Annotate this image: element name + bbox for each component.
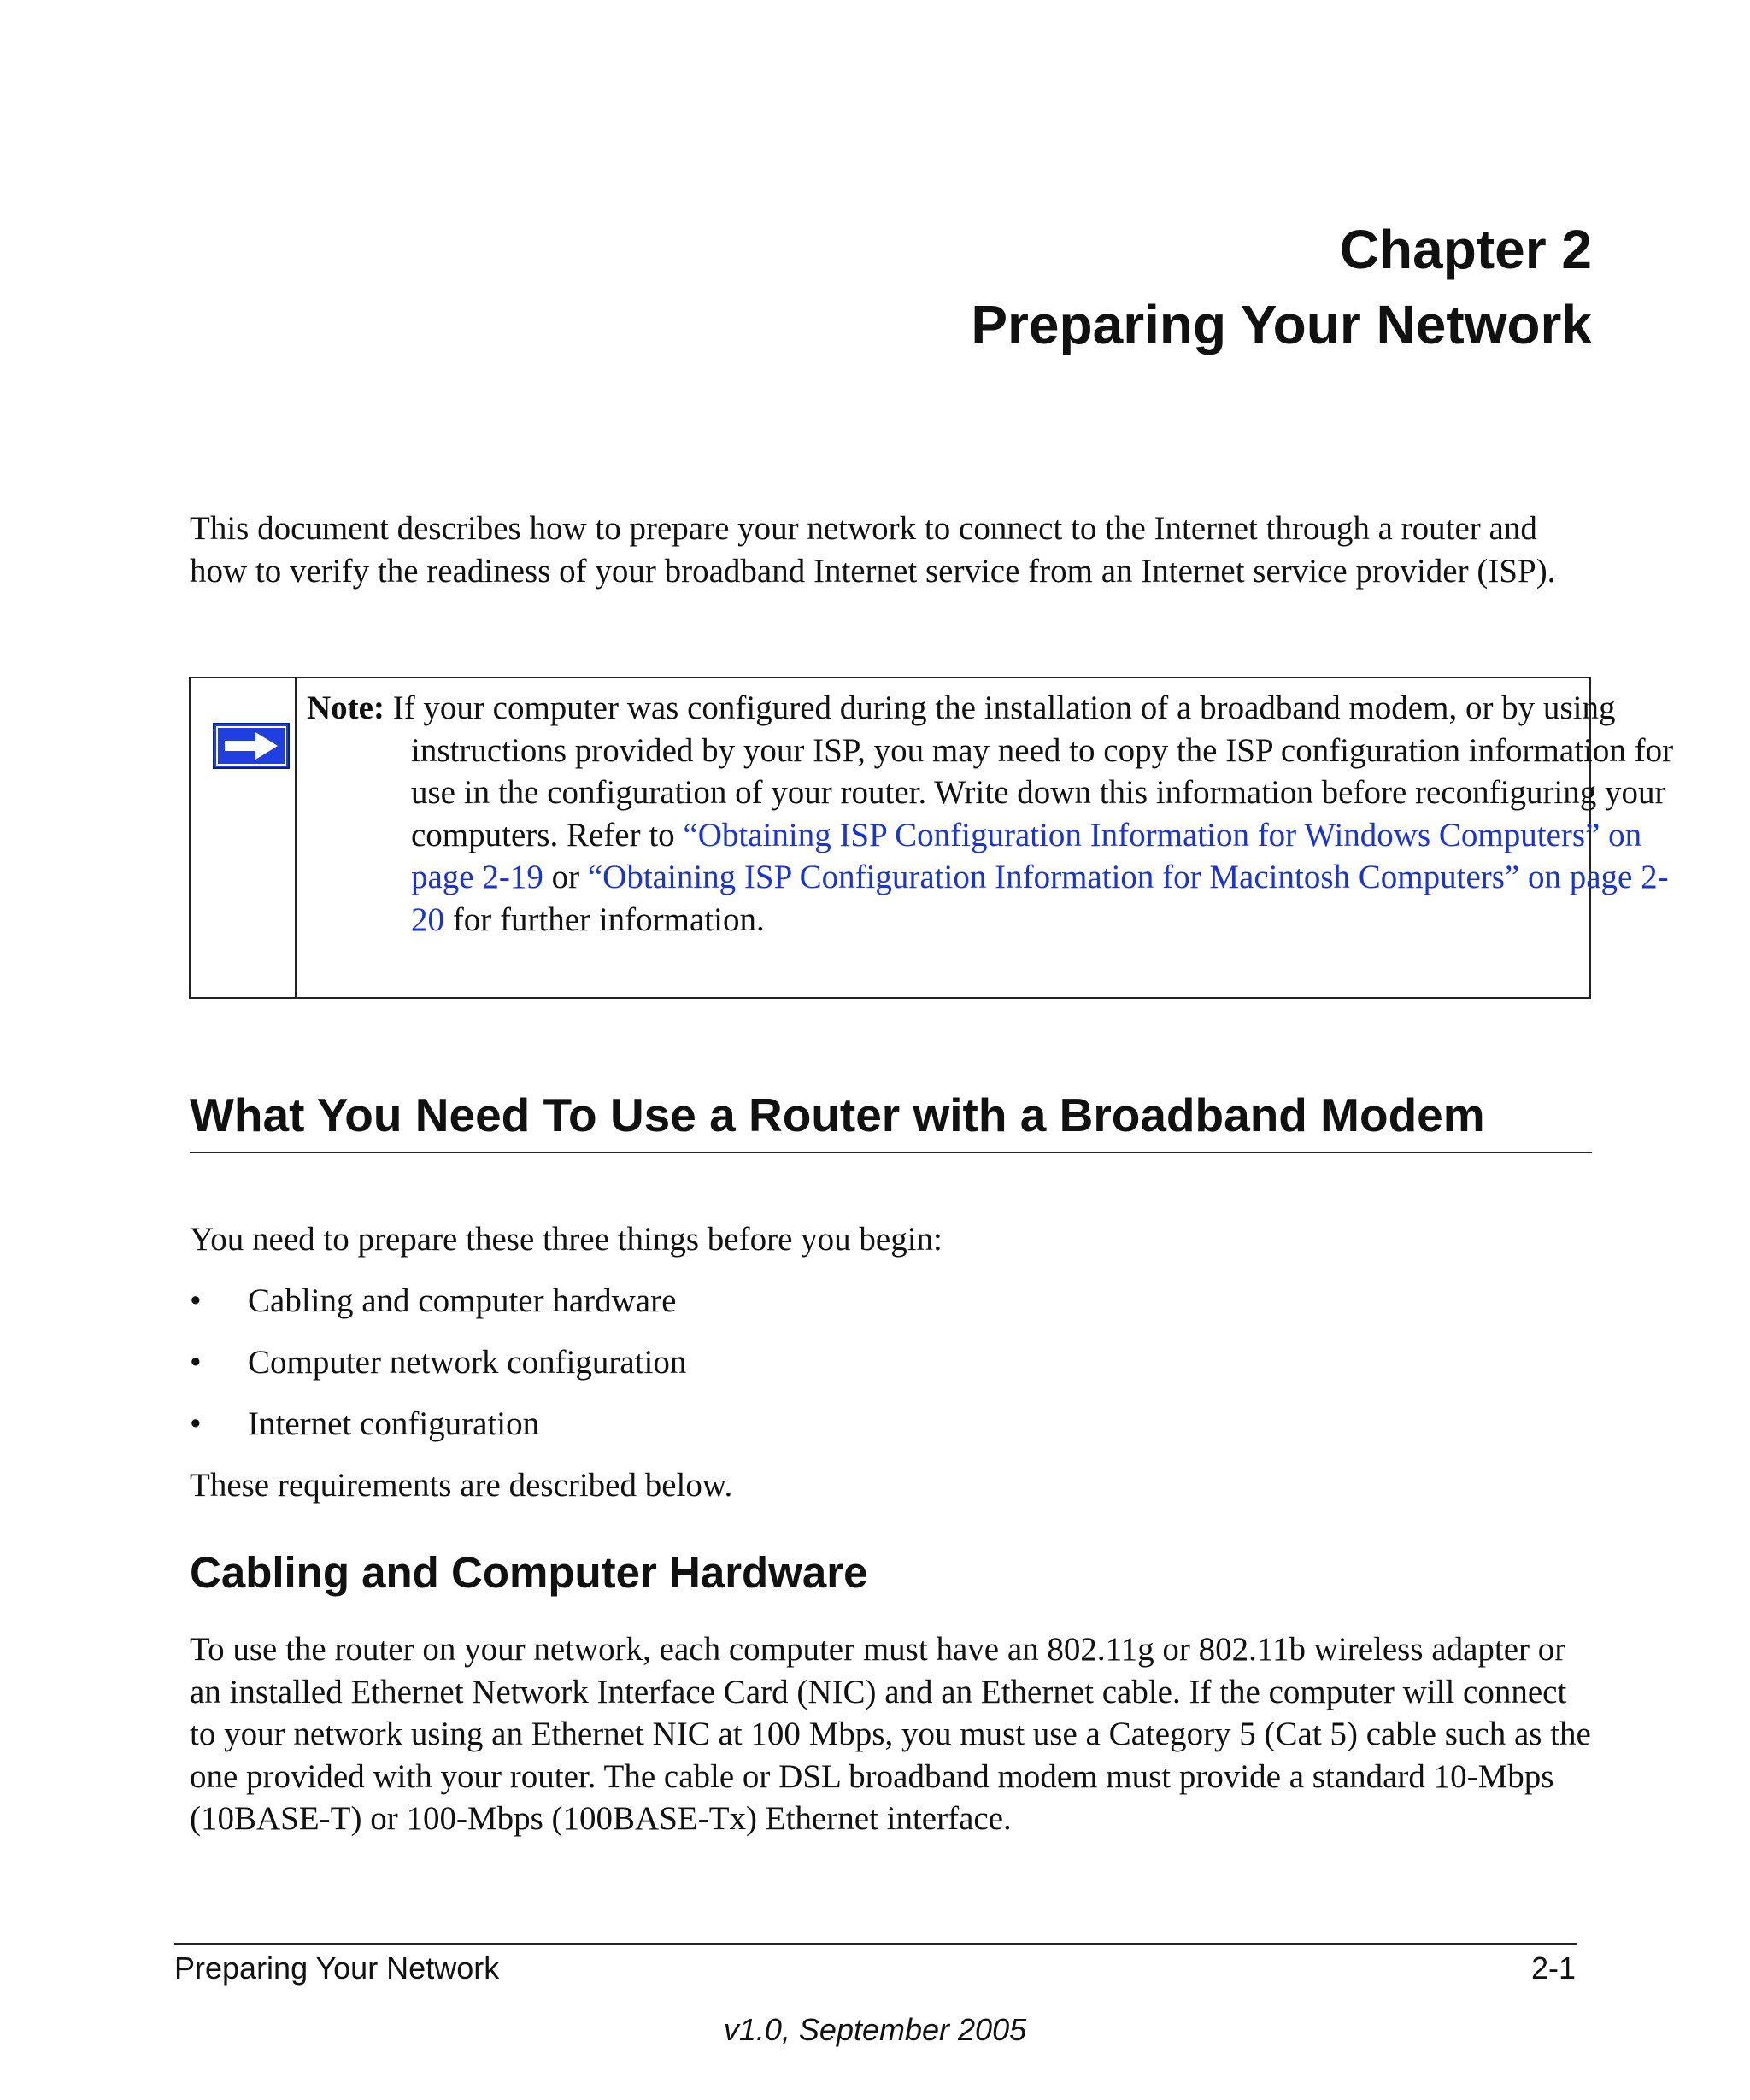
bullet-marker: •: [190, 1344, 202, 1381]
footer-section-name: Preparing Your Network: [174, 1950, 500, 1986]
arrow-right-icon: [213, 723, 290, 769]
section-divider: [190, 1152, 1592, 1153]
link-macintosh-isp-config[interactable]: “Obtaining ISP Configuration Information for Macintosh Computers” on page 2-20: [411, 859, 1669, 938]
note-label: Note:: [307, 689, 385, 726]
intro-paragraph: This document describes how to prepare your network to connect to the Internet through a router and how to verify the readiness of your broadband Internet service from an Internet service provider (ISP).: [190, 510, 1556, 590]
footer-page-number: 2-1: [1530, 1950, 1576, 1986]
chapter-heading: [971, 212, 1592, 362]
bullet-marker: •: [190, 1405, 202, 1442]
subsection-title: Cabling and Computer Hardware: [190, 1548, 868, 1597]
note-text: [307, 687, 1684, 941]
list-item: [190, 1280, 676, 1323]
footer-divider: [174, 1943, 1577, 1945]
chapter-title: Preparing Your Network: [971, 294, 1592, 355]
section-title: What You Need To Use a Router with a Broadband Modem: [190, 1088, 1485, 1141]
note-icon-cell: [191, 678, 297, 997]
bullet-marker: •: [190, 1282, 202, 1319]
chapter-number: Chapter 2: [1339, 219, 1592, 280]
list-item: [190, 1403, 539, 1446]
section-closing: These requirements are described below.: [190, 1467, 733, 1504]
note-text-before: If your computer was configured during the installation of a broadband modem, or by using instructions provided by your ISP, you may need to copy the ISP configuration information for use in the configuration of your router. Write down this information before reconfiguring your computers. Refer to: [384, 689, 1674, 853]
subsection-body: To use the router on your network, each computer must have an 802.11g or 802.11b wireless adapter or an installed Ethernet Network Interface Card (NIC) and an Ethernet cable. If the computer will connect to your network using an Ethernet NIC at 100 Mbps, you must use a Category 5 (Cat 5) cable such as the one provided with your router. The cable or DSL broadband modem must provide a standard 10-Mbps (10BASE-T) or 100-Mbps (100BASE-Tx) Ethernet interface.: [190, 1631, 1591, 1837]
footer-version: v1.0, September 2005: [723, 2012, 1027, 2047]
note-text-after: for further information.: [444, 900, 765, 938]
link-windows-isp-config[interactable]: “Obtaining ISP Configuration Information for Windows Computers” on page 2-19: [411, 816, 1642, 895]
note-box: [189, 677, 1674, 999]
list-item-text: Cabling and computer hardware: [248, 1282, 677, 1319]
section-lead: You need to prepare these three things before you begin:: [190, 1221, 943, 1258]
note-text-middle: or: [543, 859, 588, 895]
list-item-text: Internet configuration: [248, 1405, 540, 1442]
list-item: [190, 1341, 686, 1384]
list-item-text: Computer network configuration: [248, 1344, 687, 1381]
